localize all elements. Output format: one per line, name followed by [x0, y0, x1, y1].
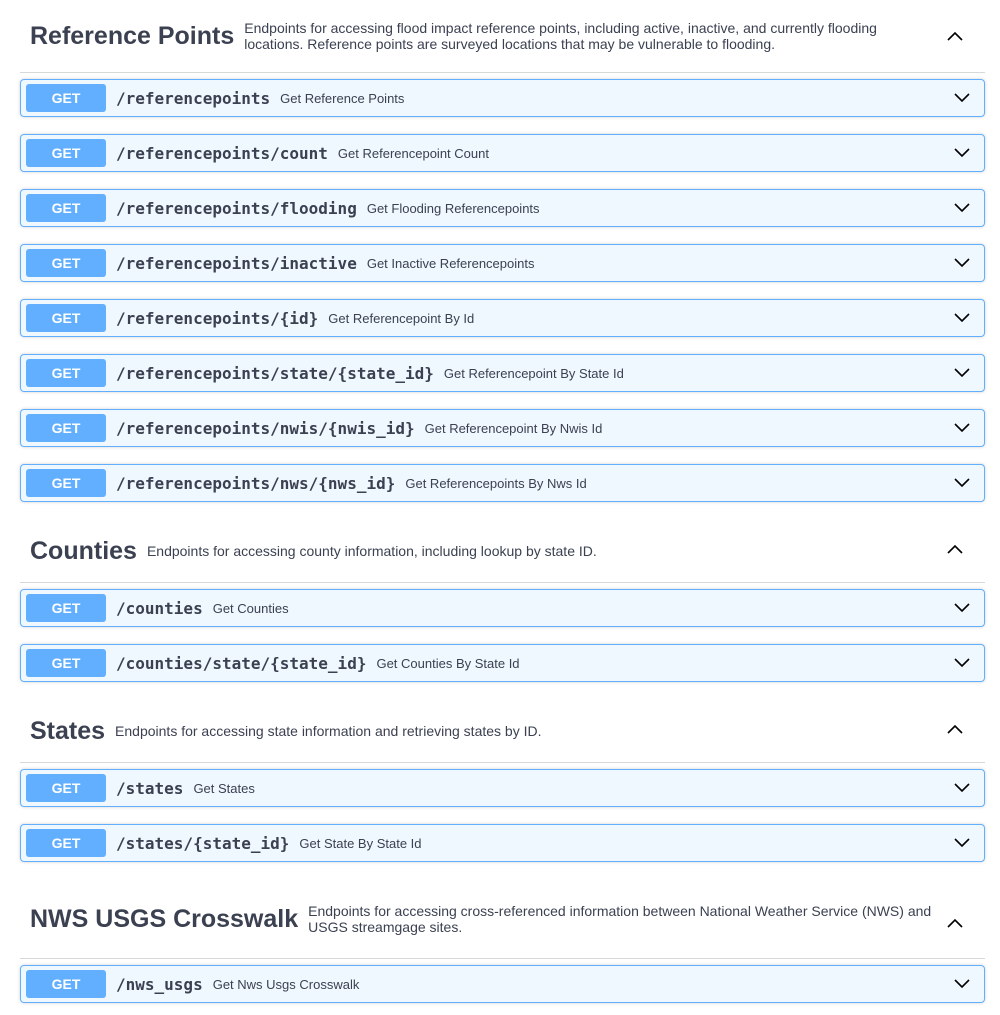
- chevron-down-icon[interactable]: [952, 197, 972, 217]
- operation-row[interactable]: [20, 464, 985, 502]
- section-title: Counties: [30, 536, 137, 565]
- operation-summary: Get Inactive Referencepoints: [366, 255, 535, 271]
- method-badge: GET: [26, 359, 106, 387]
- operation-summary: Get State By State Id: [299, 835, 422, 851]
- operation-summary: Get States: [193, 780, 255, 796]
- operation-row[interactable]: [20, 824, 985, 862]
- method-badge: GET: [26, 194, 106, 222]
- section-counties: [20, 520, 985, 583]
- method-badge: GET: [26, 774, 106, 802]
- section-description: Endpoints for accessing county information, including lookup by state ID.: [146, 543, 597, 559]
- chevron-down-icon[interactable]: [952, 777, 972, 797]
- chevron-up-icon[interactable]: [945, 719, 965, 739]
- operation-summary: Get Counties By State Id: [376, 655, 520, 671]
- method-badge: GET: [26, 594, 106, 622]
- operation-summary: Get Referencepoint By State Id: [443, 365, 624, 381]
- chevron-up-icon[interactable]: [945, 539, 965, 559]
- operation-path: /states/{state_id}: [116, 833, 290, 853]
- chevron-down-icon[interactable]: [952, 362, 972, 382]
- method-badge: GET: [26, 829, 106, 857]
- method-badge: GET: [26, 249, 106, 277]
- chevron-down-icon[interactable]: [952, 87, 972, 107]
- section-header[interactable]: [20, 520, 985, 583]
- chevron-down-icon[interactable]: [952, 417, 972, 437]
- operation-row[interactable]: [20, 189, 985, 227]
- method-badge: GET: [26, 84, 106, 112]
- method-badge: GET: [26, 649, 106, 677]
- chevron-down-icon[interactable]: [952, 832, 972, 852]
- operation-path: /referencepoints/count: [116, 143, 328, 163]
- section-title: Reference Points: [30, 21, 235, 50]
- operation-summary: Get Reference Points: [280, 90, 405, 106]
- operation-summary: Get Counties: [212, 600, 289, 616]
- operation-path: /referencepoints/state/{state_id}: [116, 363, 434, 383]
- operation-path: /referencepoints/nws/{nws_id}: [116, 473, 396, 493]
- method-badge: GET: [26, 469, 106, 497]
- chevron-down-icon[interactable]: [952, 973, 972, 993]
- operation-row[interactable]: [20, 244, 985, 282]
- operation-row[interactable]: [20, 589, 985, 627]
- section-header[interactable]: [20, 0, 985, 73]
- method-badge: GET: [26, 414, 106, 442]
- operation-row[interactable]: [20, 134, 985, 172]
- section-header[interactable]: [20, 700, 985, 763]
- section-nws-usgs-crosswalk: [20, 880, 985, 959]
- operation-path: /counties: [116, 598, 203, 618]
- chevron-up-icon[interactable]: [945, 26, 965, 46]
- method-badge: GET: [26, 139, 106, 167]
- operation-path: /referencepoints/{id}: [116, 308, 319, 328]
- operation-summary: Get Flooding Referencepoints: [366, 200, 540, 216]
- operation-path: /referencepoints/flooding: [116, 198, 357, 218]
- method-badge: GET: [26, 304, 106, 332]
- operation-summary: Get Referencepoints By Nws Id: [405, 475, 587, 491]
- operation-path: /nws_usgs: [116, 974, 203, 994]
- section-description: Endpoints for accessing flood impact reference points, including active, inactive, and currently flooding locations. Reference points are surveyed locations that may be vulnerable to flooding.: [244, 20, 877, 52]
- section-states: [20, 700, 985, 763]
- section-header[interactable]: [20, 880, 985, 959]
- operation-row[interactable]: [20, 354, 985, 392]
- method-badge: GET: [26, 970, 106, 998]
- section-title: States: [30, 716, 106, 745]
- operation-summary: Get Referencepoint Count: [337, 145, 489, 161]
- operation-summary: Get Referencepoint By Id: [328, 310, 475, 326]
- chevron-down-icon[interactable]: [952, 307, 972, 327]
- operation-row[interactable]: [20, 299, 985, 337]
- section-description: Endpoints for accessing state information and retrieving states by ID.: [115, 723, 542, 739]
- operation-row[interactable]: [20, 409, 985, 447]
- section-description: Endpoints for accessing cross-referenced information between National Weather Service (NWS) and USGS streamgage sites.: [308, 903, 932, 935]
- chevron-down-icon[interactable]: [952, 252, 972, 272]
- operation-row[interactable]: [20, 965, 985, 1003]
- api-docs: [20, 0, 985, 994]
- operation-path: /referencepoints/nwis/{nwis_id}: [116, 418, 415, 438]
- operation-row[interactable]: [20, 79, 985, 117]
- chevron-up-icon[interactable]: [945, 913, 965, 933]
- chevron-down-icon[interactable]: [952, 652, 972, 672]
- operation-path: /referencepoints: [116, 88, 271, 108]
- section-title: NWS USGS Crosswalk: [30, 904, 299, 933]
- operation-path: /states: [116, 778, 184, 798]
- operation-summary: Get Nws Usgs Crosswalk: [212, 976, 360, 992]
- operation-path: /referencepoints/inactive: [116, 253, 357, 273]
- chevron-down-icon[interactable]: [952, 142, 972, 162]
- chevron-down-icon[interactable]: [952, 472, 972, 492]
- chevron-down-icon[interactable]: [952, 597, 972, 617]
- operation-summary: Get Referencepoint By Nwis Id: [424, 420, 603, 436]
- section-reference-points: [20, 0, 985, 73]
- operation-row[interactable]: [20, 644, 985, 682]
- operation-row[interactable]: [20, 769, 985, 807]
- operation-path: /counties/state/{state_id}: [116, 653, 367, 673]
